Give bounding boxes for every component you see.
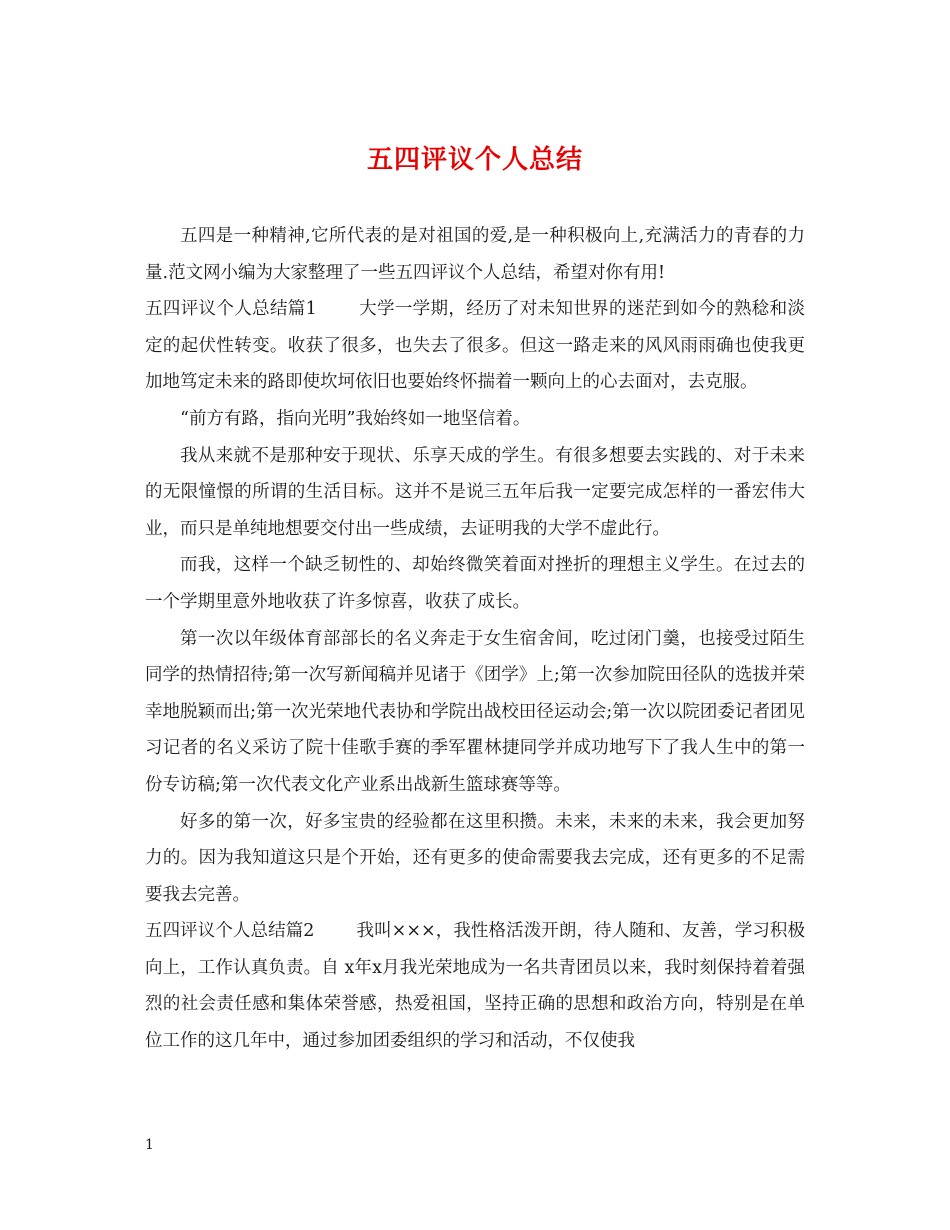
paragraph-future: 好多的第一次，好多宝贵的经验都在这里积攒。未来，未来的未来，我会更加努力的。因为我知道这只是个开始，还有更多的使命需要我去完成，还有更多的不足需要我去完善。 (145, 811, 805, 905)
document-title: 五四评议个人总结 (366, 145, 583, 175)
paragraph-quote: “前方有路，指向光明”我始终如一地坚信着。 (180, 408, 531, 429)
paragraph-goals: 我从来就不是那种安于现状、乐享天成的学生。有很多想要去实践的、对于未来的无限憧憬的所谓的生活目标。这并不是说三五年后我一定要完成怎样的一番宏伟大业，而只是单纯地想要交付出一些成绩，去证明我的大学不虚此行。 (145, 445, 805, 539)
document-body (145, 218, 805, 1060)
section-2-text: 我叫×××，我性格活泼开朗，待人随和、友善，学习积极向上，工作认真负责。自 x年x月我光荣地成为一名共青团员以来，我时刻保持着着强烈的社会责任感和集体荣誉感，热爱祖国，坚持正确的思想和政治方向，特别是在单位工作的这几年中，通过参加团委组织的学习和活动，不仅使我 (145, 921, 805, 1052)
page-number: 1 (145, 1137, 154, 1153)
paragraph-intro: 五四是一种精神,它所代表的是对祖国的爱,是一种积极向上,充满活力的青春的力量.范文网小编为大家整理了一些五四评议个人总结，希望对你有用! (145, 226, 805, 283)
section-1-text: 大学一学期，经历了对未知世界的迷茫到如今的熟稔和淡定的起伏性转变。收获了很多，也失去了很多。但这一路走来的风风雨雨确也使我更加地笃定未来的路即使坎坷依旧也要始终怀揣着一颗向上的心去面对，去克服。 (145, 299, 805, 393)
section-heading-1: 五四评议个人总结篇1 (145, 299, 317, 320)
paragraph-section-1 (145, 291, 805, 401)
section-heading-2: 五四评议个人总结篇2 (145, 921, 315, 942)
paragraph-firsts: 第一次以年级体育部部长的名义奔走于女生宿舍间，吃过闭门羹，也接受过陌生同学的热情招待;第一次写新闻稿并见诸于《团学》上;第一次参加院田径队的选拔并荣幸地脱颖而出;第一次光荣地代表协和学院出战校田径运动会;第一次以院团委记者团见习记者的名义采访了院十佳歌手赛的季军瞿林捷同学并成功地写下了我人生中的第一份专访稿;第一次代表文化产业系出战新生篮球赛等等。 (145, 628, 805, 795)
paragraph-growth: 而我，这样一个缺乏韧性的、却始终微笑着面对挫折的理想主义学生。在过去的一个学期里意外地收获了许多惊喜，收获了成长。 (145, 555, 805, 612)
paragraph-section-2 (145, 913, 805, 1059)
